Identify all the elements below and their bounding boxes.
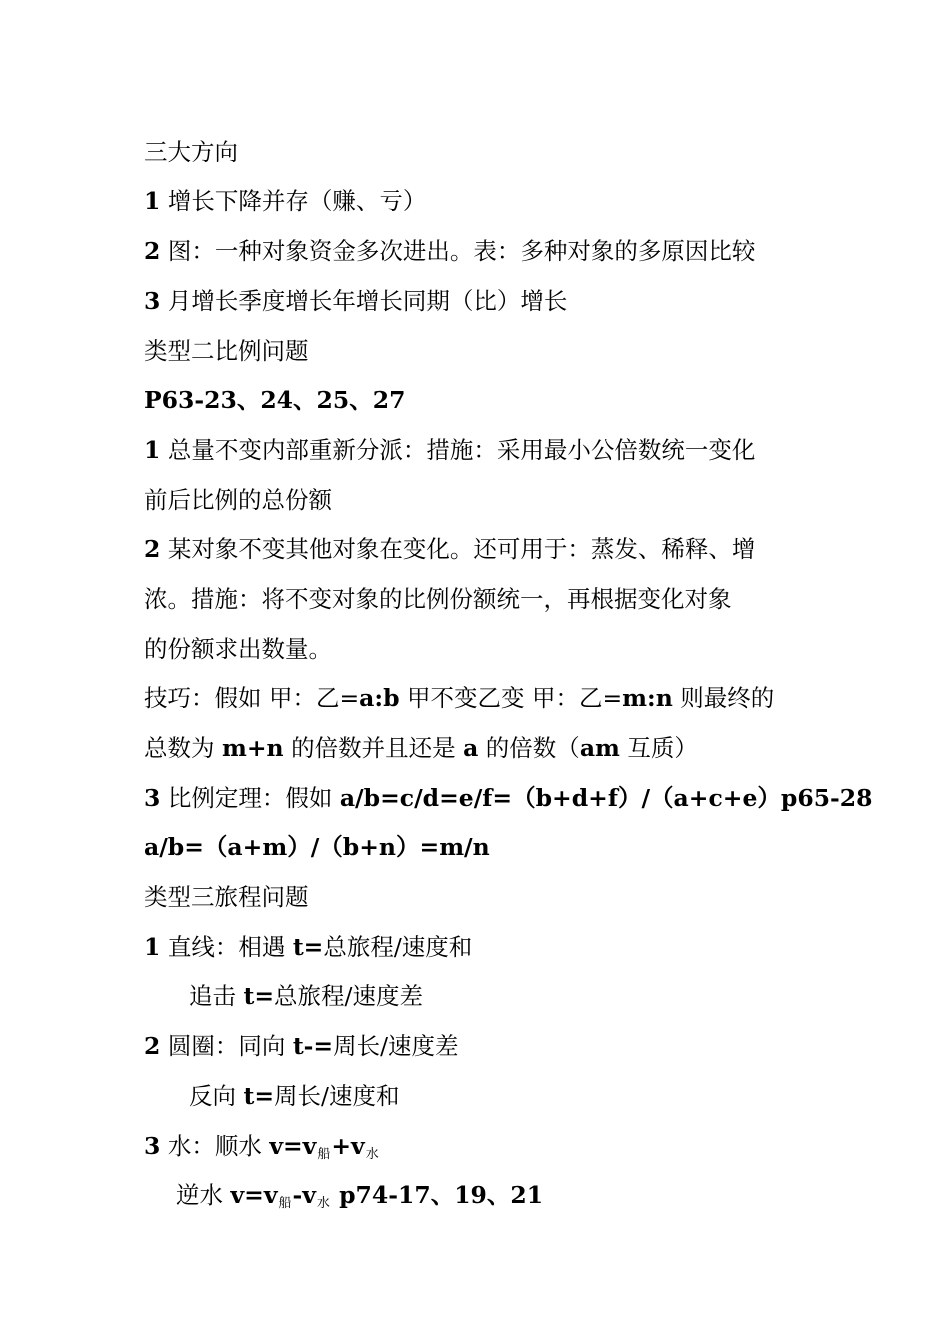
line-text: P63-23、24、25、27: [144, 386, 406, 414]
line-text: 技巧：假如 甲：乙=: [144, 684, 360, 712]
line-continuation: [144, 485, 332, 515]
subscript-text: 船: [317, 1147, 331, 1162]
line-text: 的倍数（: [478, 734, 580, 762]
subscript-text: 水: [365, 1147, 379, 1162]
heading-type-two: [144, 336, 309, 366]
item-circle: [144, 1031, 459, 1061]
tip-line-continuation: [144, 733, 698, 763]
subitem-chase: [189, 981, 423, 1011]
formula-text: +v: [331, 1132, 365, 1160]
item-number: 1: [144, 187, 161, 215]
item-number: 1: [144, 436, 161, 464]
page-reference: p74-17、19、21: [330, 1181, 544, 1209]
line-text: 追击: [189, 982, 244, 1010]
line-text: 甲不变乙变 甲：乙=: [399, 684, 623, 712]
line-text: 增长下降并存（赚、亏）: [167, 187, 427, 215]
line-text: 类型三旅程问题: [144, 883, 309, 911]
item-number: 2: [144, 1032, 161, 1060]
subitem-opposite-direction: [189, 1081, 399, 1111]
line-text: 周长/速度差: [333, 1032, 459, 1060]
formula-text: t=: [292, 933, 324, 961]
line-text: 则最终的: [672, 684, 775, 712]
item-total-unchanged: [144, 435, 755, 465]
formula-text: t=: [243, 982, 275, 1010]
subscript-text: 船: [278, 1196, 292, 1211]
line-text: 周长/速度和: [274, 1082, 400, 1110]
formula-text: m+n: [221, 734, 284, 762]
line-text: 图：一种对象资金多次进出。表：多种对象的多原因比较: [167, 237, 756, 265]
formula-text: -v: [292, 1181, 316, 1209]
line-text: 直线：相遇: [167, 933, 293, 961]
ratio-text: a:b: [359, 684, 400, 712]
line-text: 总数为: [144, 734, 222, 762]
item-water: [144, 1131, 380, 1166]
line-text: 反向: [189, 1082, 244, 1110]
item-straight-line: [144, 932, 472, 962]
page-reference: [144, 385, 405, 415]
heading-type-three: [144, 882, 309, 912]
line-text: 圆圈：同向: [167, 1032, 293, 1060]
line-text: 类型二比例问题: [144, 337, 309, 365]
item-number: 3: [144, 784, 161, 812]
item-number: 2: [144, 535, 161, 563]
tip-line: [144, 683, 774, 713]
line-text: 三大方向: [144, 138, 238, 166]
line-text: 月增长季度增长年增长同期（比）增长: [167, 287, 568, 315]
formula-text: t=: [243, 1082, 275, 1110]
formula-text: am: [579, 734, 620, 762]
item-number: 3: [144, 287, 161, 315]
item-object-unchanged: [144, 534, 755, 564]
line-text: 的份额求出数量。: [144, 635, 332, 663]
item-ratio-theorem: [144, 783, 873, 813]
formula-text: a/b=（a+m）/（b+n）=m/n: [144, 833, 490, 861]
line-text: 总旅程/速度差: [274, 982, 423, 1010]
ratio-text: m:n: [622, 684, 673, 712]
line-text: 比例定理：假如: [167, 784, 340, 812]
formula-text: t-=: [292, 1032, 334, 1060]
line-continuation: [144, 634, 332, 664]
line-text: 水：顺水: [167, 1132, 270, 1160]
line-text: 某对象不变其他对象在变化。还可用于：蒸发、稀释、增: [167, 535, 756, 563]
formula-line: [144, 832, 490, 862]
subscript-text: 水: [316, 1196, 330, 1211]
item-number: 3: [144, 1132, 161, 1160]
line-text: 逆水: [176, 1181, 231, 1209]
item-number: 1: [144, 933, 161, 961]
heading-three-directions: [144, 137, 238, 167]
line-continuation: [144, 584, 732, 614]
line-text: 总量不变内部重新分派：措施：采用最小公倍数统一变化: [167, 436, 756, 464]
line-text: 的倍数并且还是: [283, 734, 464, 762]
item-growth-periods: [144, 286, 567, 316]
formula-text: a/b=c/d=e/f=（b+d+f）/（a+c+e）p65-28: [339, 784, 873, 812]
line-text: 总旅程/速度和: [323, 933, 473, 961]
formula-text: v=v: [269, 1132, 317, 1160]
formula-text: a: [463, 734, 479, 762]
line-text: 前后比例的总份额: [144, 486, 332, 514]
line-text: 互质）: [619, 734, 698, 762]
item-growth-decline: [144, 186, 426, 216]
item-number: 2: [144, 237, 161, 265]
formula-text: v=v: [230, 1181, 278, 1209]
subitem-upstream: [176, 1180, 543, 1215]
item-chart-table: [144, 236, 755, 266]
line-text: 浓。措施：将不变对象的比例份额统一，再根据变化对象: [144, 585, 732, 613]
